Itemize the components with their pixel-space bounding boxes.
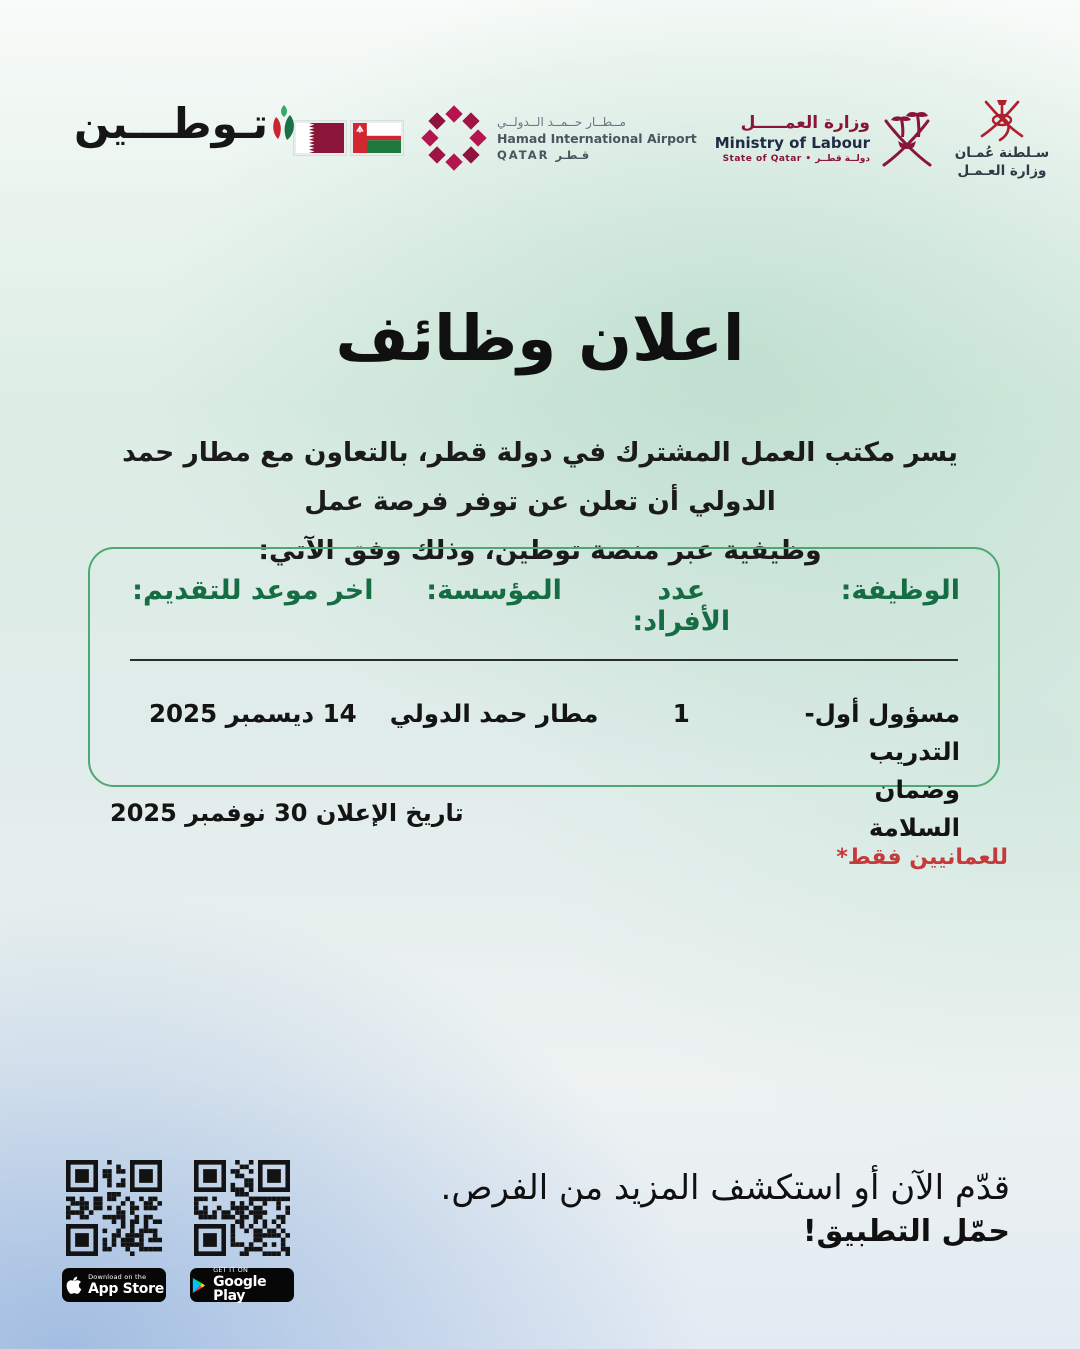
header-organization: المؤسسة: xyxy=(426,575,562,606)
header-count: عدد الأفراد: xyxy=(632,575,731,637)
hamad-airport-name-en: Hamad International Airport xyxy=(496,130,697,146)
tawteen-logo-text: تـوطـــين xyxy=(74,99,269,148)
hamad-airport-logo xyxy=(421,105,697,171)
download-section xyxy=(62,1160,294,1305)
qr-code-google-play xyxy=(194,1160,290,1256)
cta-line1: قدّم الآن أو استكشف المزيد من الفرص. xyxy=(440,1168,1010,1208)
oman-mol-line1: سـلطنة عُمـان xyxy=(954,145,1050,161)
hamad-airport-star-icon xyxy=(421,105,487,171)
qatar-mol-name-en: Ministry of Labour xyxy=(714,133,870,152)
cell-count: 1 xyxy=(672,699,690,728)
oman-mol-line2: وزارة العـمـل xyxy=(957,163,1047,180)
qatar-mol-emblem-icon xyxy=(878,107,936,169)
hamad-airport-country: QATAR قـطـر xyxy=(496,147,590,162)
google-play-badge[interactable] xyxy=(190,1265,294,1305)
cell-organization: مطار حمد الدولي xyxy=(389,699,599,728)
intro-line1: يسر مكتب العمل المشترك في دولة قطر، بالتعاون مع مطار حمد الدولي أن تعلن عن توفر فرصة عمل xyxy=(122,437,958,518)
table-divider xyxy=(130,659,958,661)
omanis-only-note: للعمانيين فقط* xyxy=(836,845,1008,870)
app-store-badge[interactable] xyxy=(62,1268,166,1302)
cta-block xyxy=(441,1168,1010,1249)
apple-icon xyxy=(64,1274,82,1296)
cell-deadline: 14 ديسمبر 2025 xyxy=(148,699,357,728)
oman-ministry-of-labour-logo xyxy=(954,96,1050,180)
cta-line2: حمّل التطبيق! xyxy=(802,1214,1010,1249)
cell-job: مسؤول أول- التدريب وضمان السلامة xyxy=(804,699,960,842)
intro-line2: وظيفية عبر منصة توطين، وذلك وفق الآتي: xyxy=(258,535,822,567)
google-play-icon xyxy=(190,1275,207,1296)
qatar-mol-country: State of Qatar • دولــة قطــر xyxy=(722,153,870,164)
google-play-badge-large-text: Google Play xyxy=(213,1274,267,1305)
qatar-mol-name-ar: وزارة العمـــــل xyxy=(740,112,870,133)
qatar-flag-icon xyxy=(294,121,346,155)
qatar-ministry-of-labour-logo xyxy=(715,107,936,169)
google-play-badge-small-text: GET IT ON xyxy=(213,1265,249,1274)
hamad-airport-name-ar: مــطــار حــمــد الــدولــي xyxy=(496,114,626,129)
app-store-badge-large-text: App Store xyxy=(88,1281,164,1298)
header-job: الوظيفة: xyxy=(840,575,960,606)
page-title: اعلان وظائف xyxy=(335,302,745,375)
oman-mol-emblem-icon xyxy=(976,96,1028,144)
app-store-badge-small-text: Download on the xyxy=(88,1272,147,1281)
announcement-date: تاريخ الإعلان 30 نوفمبر 2025 xyxy=(110,799,464,827)
qr-code-app-store xyxy=(66,1160,162,1256)
oman-flag-icon xyxy=(351,121,403,155)
table-header-row xyxy=(128,575,960,637)
header-deadline: اخر موعد للتقديم: xyxy=(132,575,374,606)
tawteen-leaf-icon xyxy=(270,103,296,143)
flags xyxy=(294,121,403,155)
partner-logos xyxy=(294,96,1050,180)
tawteen-logo xyxy=(74,99,296,148)
